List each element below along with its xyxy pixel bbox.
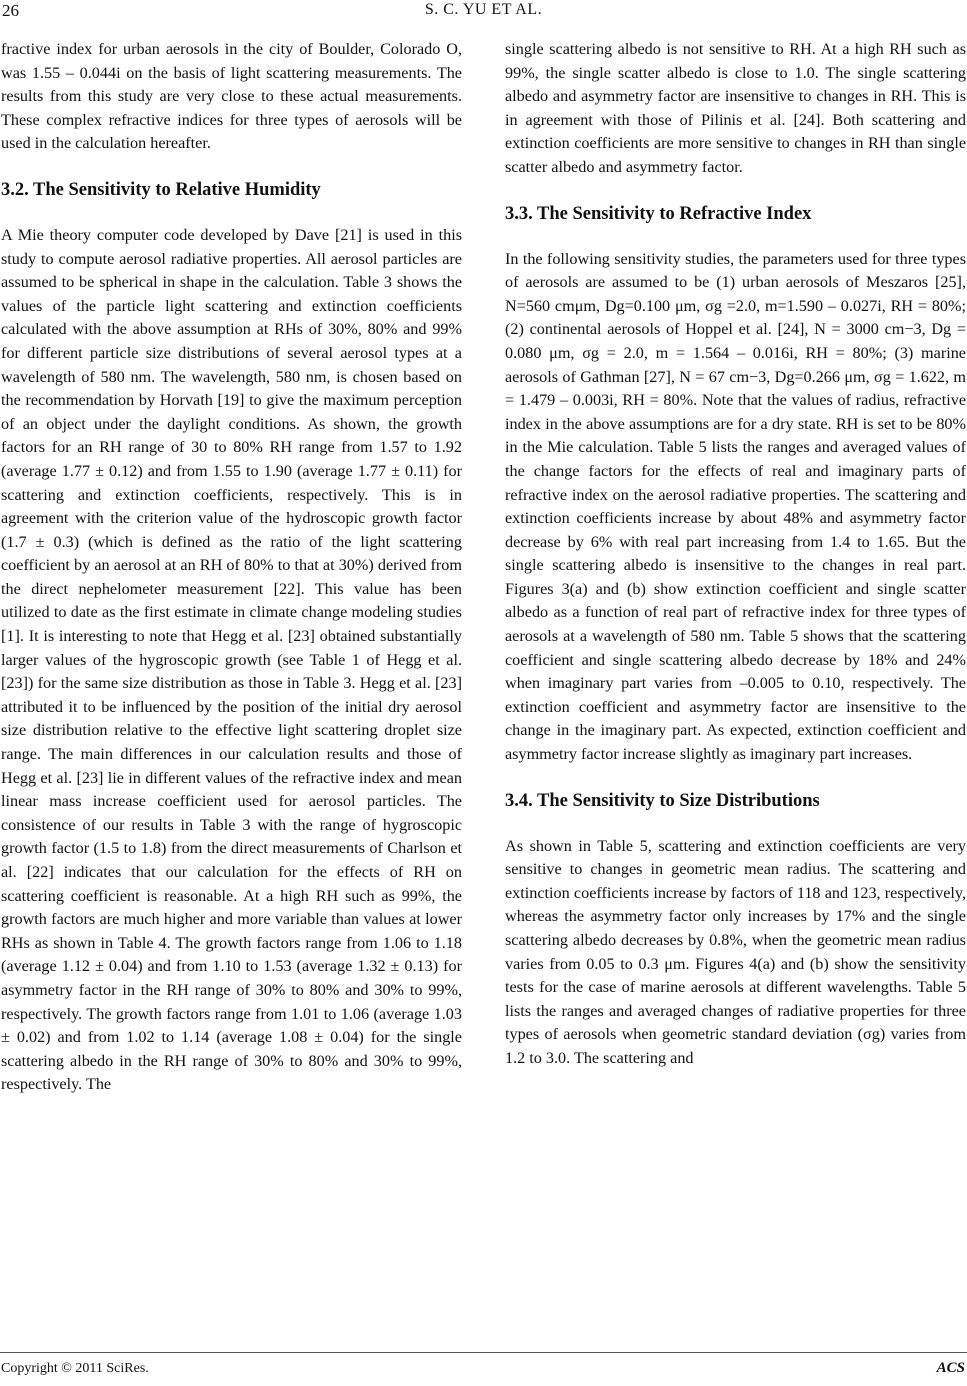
- paragraph: As shown in Table 5, scattering and extinction coefficients are very sensitive to changes in geometric mean radius. The scattering and extinction coefficients increase by factors of 118 and 123, respectively, whereas the asymmetry factor only increases by 17% and the single scattering albedo decreases by 0.8%, when the geometric mean radius varies from 0.05 to 0.3 μm. Figures 4(a) and (b) show the sensitivity tests for the case of marine aerosols at different wavelengths. Table 5 lists the ranges and averaged changes of radiative properties for three types of aerosols when geometric standard deviation (σg) varies from 1.2 to 3.0. The scattering and: [505, 836, 966, 1067]
- page-number: 26: [2, 1, 19, 20]
- right-column: [505, 38, 966, 1071]
- paragraph: single scattering albedo is not sensitive to RH. At a high RH such as 99%, the single scatter albedo is close to 1.0. The single scattering albedo and asymmetry factor are insensitive to changes in RH. This is in agreement with those of Pilinis et al. [24]. Both scattering and extinction coefficients are more sensitive to changes in RH than single scatter albedo and asymmetry factor.: [505, 40, 966, 176]
- footer-rule: [0, 1352, 967, 1353]
- section-heading: 3.2. The Sensitivity to Relative Humidity: [1, 179, 321, 200]
- section-heading: 3.4. The Sensitivity to Size Distributions: [505, 790, 820, 811]
- copyright-notice: Copyright © 2011 SciRes.: [1, 1361, 149, 1376]
- paragraph: In the following sensitivity studies, the parameters used for three types of aerosols are assumed to be (1) urban aerosols of Meszaros [25], N=560 cmμm, Dg=0.100 μm, σg =2.0, m=1.590 – 0.027i, RH = 80%; (2) continental aerosols of Hoppel et al. [24], N = 3000 cm−3, Dg = 0.080 μm, σg = 2.0, m = 1.564 – 0.016i, RH = 80%; (3) marine aerosols of Gathman [27], N = 67 cm−3, Dg=0.266 μm, σg = 1.622, m = 1.479 – 0.003i, RH = 80%. Note that the values of radius, refractive index in the above assumptions are for a dry state. RH is set to be 80% in the Mie calculation. Table 5 lists the ranges and averaged values of the change factors for the effects of real and imaginary parts of refractive index on the aerosol radiative properties. The scattering and extinction coefficients increase by about 48% and asymmetry factor decrease by 6% with real part increasing from 1.4 to 1.65. But the single scattering albedo is insensitive to the changes in real part. Figures 3(a) and (b) show extinction coefficient and single scatter albedo as a function of real part of refractive index for three types of aerosols at a wavelength of 580 nm. Table 5 shows that the scattering coefficient and single scattering albedo decrease by 18% and 24% when imaginary part varies from –0.005 to 0.10, respectively. The extinction coefficient and asymmetry factor are insensitive to the change in the imaginary part. As expected, extinction coefficient and asymmetry factor increase slightly as imaginary part increases.: [505, 249, 966, 764]
- paragraph: fractive index for urban aerosols in the city of Boulder, Colorado O, was 1.55 – 0.044i on the basis of light scattering measurements. The results from this study are very close to these actual measurements. These complex refractive indices for three types of aerosols will be used in the calculation hereafter.: [1, 40, 462, 153]
- paragraph: A Mie theory computer code developed by Dave [21] is used in this study to compute aerosol radiative properties. All aerosol particles are assumed to be spherical in shape in the calculation. Table 3 shows the values of the particle light scattering and extinction coefficients calculated with the above assumption at RHs of 30%, 80% and 99% for different particle size distributions of several aerosol types at a wavelength of 580 nm. The wavelength, 580 nm, is chosen based on the recommendation by Horvath [19] to give the maximum perception of an object under the daylight conditions. As shown, the growth factors for an RH range of 30 to 80% RH range from 1.57 to 1.92 (average 1.77 ± 0.12) and from 1.55 to 1.90 (average 1.77 ± 0.11) for scattering and extinction coefficients, respectively. This is in agreement with the criterion value of the hydroscopic growth factor (1.7 ± 0.3) (which is defined as the ratio of the light scattering coefficient by an aerosol at an RH of 80% to that at 30%) derived from the direct nephelometer measurement [22]. This value has been utilized to date as the first estimate in climate change modeling studies [1]. It is interesting to note that Hegg et al. [23] obtained substantially larger values of the hygroscopic growth (see Table 1 of Hegg et al. [23]) for the same size distribution as those in Table 3. Hegg et al. [23] attributed it to be influenced by the position of the initial dry aerosol size distribution relative to the effective light scattering droplet size range. The main differences in our calculation results and those of Hegg et al. [23] lie in different values of the refractive index and mean linear mass increase coefficient used for aerosol particles. The consistence of our results in Table 3 with the range of hygroscopic growth factor (1.5 to 1.8) from the direct measurements of Charlson et al. [22] indicates that our calculation for the effects of RH on scattering coefficient is reasonable. At a high RH such as 99%, the growth factors are much higher and more variable than values at lower RHs as shown in Table 4. The growth factors range from 1.06 to 1.18 (average 1.12 ± 0.04) and from 1.10 to 1.53 (average 1.32 ± 0.13) for asymmetry factor in the RH range of 30% to 80% and 30% to 99%, respectively. The growth factors range from 1.01 to 1.06 (average 1.03 ± 0.02) and from 1.02 to 1.14 (average 1.08 ± 0.04) for the single scattering albedo in the RH range of 30% to 80% and 30% to 99%, respectively. The: [1, 225, 462, 1094]
- page-header: [0, 0, 967, 26]
- running-head: S. C. YU ET AL.: [424, 1, 543, 18]
- section-heading: 3.3. The Sensitivity to Refractive Index: [505, 203, 812, 224]
- journal-name: ACS: [936, 1360, 965, 1376]
- left-column: [1, 38, 462, 1097]
